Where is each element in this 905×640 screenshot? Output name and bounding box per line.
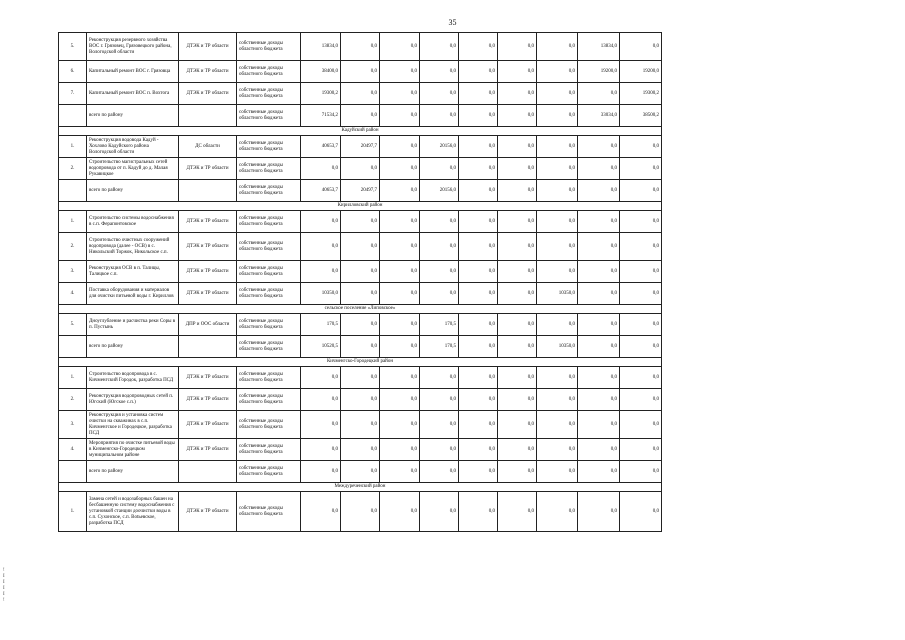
amount-cell: 0,0 (537, 61, 578, 83)
funding-source: собственные доходы областного бюджета (237, 411, 301, 439)
amount-cell: 0,0 (301, 411, 341, 439)
amount-cell: 0,0 (341, 33, 380, 61)
amount-cell: 0,0 (498, 439, 537, 461)
amount-cell: 0,0 (498, 211, 537, 233)
amount-cell: 0,0 (380, 492, 420, 532)
funding-source: собственные доходы областного бюджета (237, 180, 301, 202)
amount-cell: 170,5 (301, 314, 341, 336)
amount-cell: 0,0 (620, 283, 662, 305)
table-row (59, 105, 662, 127)
amount-cell: 0,0 (498, 492, 537, 532)
funding-source: собственные доходы областного бюджета (237, 61, 301, 83)
amount-cell: 10520,5 (301, 336, 341, 358)
amount-cell: 0,0 (620, 492, 662, 532)
amount-cell: 40653,7 (301, 180, 341, 202)
amount-cell: 0,0 (498, 283, 537, 305)
table-row (59, 136, 662, 158)
amount-cell: 0,0 (620, 233, 662, 261)
amount-cell: 0,0 (459, 180, 498, 202)
amount-cell: 0,0 (578, 233, 620, 261)
margin-mark: I (3, 580, 5, 585)
amount-cell: 10350,0 (537, 283, 578, 305)
table-row (59, 411, 662, 439)
amount-cell: 0,0 (620, 367, 662, 389)
funding-source: собственные доходы областного бюджета (237, 261, 301, 283)
amount-cell: 0,0 (578, 180, 620, 202)
amount-cell: 0,0 (620, 411, 662, 439)
amount-cell: 0,0 (301, 439, 341, 461)
row-number: 1. (59, 492, 87, 532)
row-number: 2. (59, 389, 87, 411)
amount-cell: 38500,2 (620, 105, 662, 127)
amount-cell: 0,0 (459, 492, 498, 532)
section-title: Кирилловский район (59, 202, 662, 211)
amount-cell: 10350,0 (301, 283, 341, 305)
amount-cell: 0,0 (498, 158, 537, 180)
amount-cell: 0,0 (341, 492, 380, 532)
row-number: 6. (59, 61, 87, 83)
amount-cell: 0,0 (341, 461, 380, 483)
executor: ДТЭК и ТР области (179, 61, 237, 83)
measure-name: Строительство магистральных сетей водопровода от п. Кадуй до д. Малая Рукавицкое (87, 158, 179, 180)
amount-cell: 71534,2 (301, 105, 341, 127)
section-header-row (59, 358, 662, 367)
measure-name: Капитальный ремонт ВОС п. Вохтога (87, 83, 179, 105)
amount-cell: 0,0 (420, 261, 459, 283)
section-header-row (59, 127, 662, 136)
amount-cell: 0,0 (341, 61, 380, 83)
amount-cell: 0,0 (380, 158, 420, 180)
amount-cell: 0,0 (620, 389, 662, 411)
funding-source: собственные доходы областного бюджета (237, 336, 301, 358)
table-row (59, 492, 662, 532)
amount-cell: 0,0 (420, 439, 459, 461)
amount-cell: 0,0 (301, 461, 341, 483)
section-header-row (59, 483, 662, 492)
amount-cell: 0,0 (459, 336, 498, 358)
amount-cell: 0,0 (537, 83, 578, 105)
amount-cell: 170,5 (420, 314, 459, 336)
amount-cell: 0,0 (498, 83, 537, 105)
executor: ДТЭК и ТР области (179, 492, 237, 532)
amount-cell: 0,0 (537, 439, 578, 461)
amount-cell: 0,0 (380, 314, 420, 336)
amount-cell: 0,0 (459, 411, 498, 439)
amount-cell: 0,0 (341, 83, 380, 105)
amount-cell: 0,0 (459, 61, 498, 83)
amount-cell: 0,0 (420, 61, 459, 83)
executor (179, 336, 237, 358)
amount-cell: 0,0 (380, 411, 420, 439)
executor: ДТЭК и ТР области (179, 283, 237, 305)
amount-cell: 0,0 (420, 389, 459, 411)
amount-cell: 0,0 (578, 336, 620, 358)
amount-cell: 0,0 (380, 136, 420, 158)
amount-cell: 13834,0 (301, 33, 341, 61)
margin-mark: I (3, 574, 5, 579)
amount-cell: 0,0 (578, 461, 620, 483)
amount-cell: 0,0 (498, 336, 537, 358)
amount-cell: 0,0 (380, 180, 420, 202)
amount-cell: 0,0 (301, 492, 341, 532)
amount-cell: 0,0 (537, 211, 578, 233)
row-number: 2. (59, 158, 87, 180)
amount-cell: 0,0 (578, 411, 620, 439)
table-row (59, 389, 662, 411)
amount-cell: 0,0 (380, 461, 420, 483)
measure-name: Строительство водопровода в с. Кичменгский Городок, разработка ПСД (87, 367, 179, 389)
amount-cell: 0,0 (620, 439, 662, 461)
amount-cell: 0,0 (420, 33, 459, 61)
funding-source: собственные доходы областного бюджета (237, 33, 301, 61)
executor: ДТЭК и ТР области (179, 261, 237, 283)
amount-cell: 0,0 (498, 461, 537, 483)
amount-cell: 0,0 (341, 211, 380, 233)
table-row (59, 314, 662, 336)
row-number: 7. (59, 83, 87, 105)
measure-name: Строительство системы водоснабжения в с.п. Ферапонтовское (87, 211, 179, 233)
amount-cell: 19200,0 (620, 61, 662, 83)
table-row (59, 367, 662, 389)
amount-cell: 0,0 (537, 233, 578, 261)
measure-name: Мероприятия по очистке питьевой воды в Кичменгско-Городецком муниципальном районе (87, 439, 179, 461)
margin-mark: ! (3, 598, 5, 603)
amount-cell: 0,0 (341, 261, 380, 283)
amount-cell: 0,0 (498, 136, 537, 158)
amount-cell: 0,0 (498, 61, 537, 83)
page-number: 35 (448, 18, 457, 27)
amount-cell: 0,0 (380, 336, 420, 358)
amount-cell: 0,0 (578, 83, 620, 105)
amount-cell: 0,0 (341, 105, 380, 127)
amount-cell: 0,0 (578, 136, 620, 158)
amount-cell: 0,0 (459, 314, 498, 336)
amount-cell: 0,0 (341, 158, 380, 180)
amount-cell: 20497,7 (341, 180, 380, 202)
amount-cell: 0,0 (301, 233, 341, 261)
amount-cell: 0,0 (498, 33, 537, 61)
executor: ДС области (179, 136, 237, 158)
amount-cell: 0,0 (459, 439, 498, 461)
table-row (59, 61, 662, 83)
amount-cell: 0,0 (380, 367, 420, 389)
amount-cell: 0,0 (341, 389, 380, 411)
amount-cell: 0,0 (620, 261, 662, 283)
amount-cell: 0,0 (459, 367, 498, 389)
row-number (59, 461, 87, 483)
amount-cell: 0,0 (341, 439, 380, 461)
amount-cell: 0,0 (498, 233, 537, 261)
amount-cell: 0,0 (420, 492, 459, 532)
amount-cell: 0,0 (301, 367, 341, 389)
amount-cell: 0,0 (578, 158, 620, 180)
margin-marks (3, 568, 5, 604)
measure-name: всего по району (87, 336, 179, 358)
amount-cell: 0,0 (341, 283, 380, 305)
table-row (59, 180, 662, 202)
amount-cell: 0,0 (459, 105, 498, 127)
amount-cell: 0,0 (620, 211, 662, 233)
amount-cell: 20156,0 (420, 136, 459, 158)
amount-cell: 0,0 (459, 261, 498, 283)
amount-cell: 0,0 (420, 283, 459, 305)
row-number: 1. (59, 367, 87, 389)
measure-name: всего по району (87, 105, 179, 127)
amount-cell: 0,0 (380, 211, 420, 233)
amount-cell: 0,0 (620, 180, 662, 202)
amount-cell: 0,0 (537, 411, 578, 439)
amount-cell: 0,0 (537, 367, 578, 389)
table-row (59, 33, 662, 61)
executor (179, 461, 237, 483)
executor: ДТЭК и ТР области (179, 158, 237, 180)
amount-cell: 0,0 (459, 158, 498, 180)
amount-cell: 0,0 (459, 233, 498, 261)
amount-cell: 0,0 (380, 389, 420, 411)
section-header-row (59, 305, 662, 314)
amount-cell: 0,0 (380, 33, 420, 61)
amount-cell: 19300,2 (620, 83, 662, 105)
row-number: 1. (59, 211, 87, 233)
amount-cell: 0,0 (620, 158, 662, 180)
executor: ДТЭК и ТР области (179, 367, 237, 389)
amount-cell: 0,0 (537, 158, 578, 180)
amount-cell: 0,0 (420, 233, 459, 261)
funding-source: собственные доходы областного бюджета (237, 314, 301, 336)
amount-cell: 0,0 (578, 261, 620, 283)
executor: ДТЭК и ТР области (179, 439, 237, 461)
section-header-row (59, 202, 662, 211)
row-number: 4. (59, 439, 87, 461)
measure-name: Реконструкция ОСВ в п. Талицы, Талицкое с.п. (87, 261, 179, 283)
table-row (59, 336, 662, 358)
funding-source: собственные доходы областного бюджета (237, 492, 301, 532)
funding-source: собственные доходы областного бюджета (237, 158, 301, 180)
table-row (59, 158, 662, 180)
amount-cell: 0,0 (537, 33, 578, 61)
amount-cell: 0,0 (578, 439, 620, 461)
amount-cell: 0,0 (537, 389, 578, 411)
funding-source: собственные доходы областного бюджета (237, 211, 301, 233)
amount-cell: 0,0 (341, 367, 380, 389)
amount-cell: 0,0 (341, 411, 380, 439)
row-number (59, 336, 87, 358)
amount-cell: 0,0 (380, 283, 420, 305)
executor: ДТЭК и ТР области (179, 389, 237, 411)
amount-cell: 0,0 (380, 83, 420, 105)
amount-cell: 0,0 (459, 461, 498, 483)
margin-mark: ! (3, 568, 5, 573)
amount-cell: 0,0 (380, 61, 420, 83)
amount-cell: 0,0 (537, 180, 578, 202)
measure-name: Поставка оборудования и материалов для очистки питьевой воды г. Кириллов (87, 283, 179, 305)
measure-name: Реконструкция водовода Кадуй - Хохлово Кадуйского района Вологодской области (87, 136, 179, 158)
program-table (58, 32, 662, 532)
funding-source: собственные доходы областного бюджета (237, 389, 301, 411)
amount-cell: 0,0 (578, 389, 620, 411)
amount-cell: 0,0 (420, 461, 459, 483)
amount-cell: 0,0 (301, 211, 341, 233)
amount-cell: 170,5 (420, 336, 459, 358)
amount-cell: 0,0 (498, 261, 537, 283)
measure-name: Замена сетей и водозаборных башен на бесбашенную систему водоснабжения с установкой станции доочистки воды в с.п. Сухонское, с.п. Botьевское, разработка ПСД (87, 492, 179, 532)
executor: ДТЭК и ТР области (179, 233, 237, 261)
funding-source: собственные доходы областного бюджета (237, 233, 301, 261)
funding-source: собственные доходы областного бюджета (237, 136, 301, 158)
measure-name: Реконструкция резервного хозяйства ВОС г. Грязовец, Грязовецкого района, Вологодской области (87, 33, 179, 61)
row-number (59, 105, 87, 127)
amount-cell: 0,0 (420, 158, 459, 180)
row-number: 3. (59, 261, 87, 283)
amount-cell: 0,0 (537, 314, 578, 336)
amount-cell: 0,0 (498, 411, 537, 439)
funding-source: собственные доходы областного бюджета (237, 105, 301, 127)
row-number: 5. (59, 314, 87, 336)
amount-cell: 0,0 (537, 461, 578, 483)
executor (179, 180, 237, 202)
measure-name: Реконструкция и установка систем очистки на скважинах в с.п. Кичменгское и Городецкое, разработка ПСД (87, 411, 179, 439)
amount-cell: 0,0 (537, 492, 578, 532)
amount-cell: 0,0 (498, 180, 537, 202)
amount-cell: 0,0 (498, 314, 537, 336)
amount-cell: 0,0 (578, 211, 620, 233)
funding-source: собственные доходы областного бюджета (237, 461, 301, 483)
amount-cell: 0,0 (459, 211, 498, 233)
table-row (59, 211, 662, 233)
amount-cell: 13834,0 (578, 33, 620, 61)
funding-source: собственные доходы областного бюджета (237, 439, 301, 461)
table-row (59, 283, 662, 305)
amount-cell: 0,0 (459, 283, 498, 305)
amount-cell: 0,0 (380, 439, 420, 461)
amount-cell: 0,0 (420, 105, 459, 127)
amount-cell: 0,0 (537, 136, 578, 158)
amount-cell: 0,0 (380, 233, 420, 261)
executor: ДТЭК и ТР области (179, 411, 237, 439)
amount-cell: 0,0 (380, 261, 420, 283)
amount-cell: 0,0 (341, 233, 380, 261)
amount-cell: 0,0 (620, 136, 662, 158)
measure-name: всего по району (87, 461, 179, 483)
amount-cell: 0,0 (301, 261, 341, 283)
margin-mark: I (3, 592, 5, 597)
table-row (59, 233, 662, 261)
row-number: 2. (59, 233, 87, 261)
amount-cell: 0,0 (578, 283, 620, 305)
amount-cell: 40653,7 (301, 136, 341, 158)
amount-cell: 0,0 (341, 314, 380, 336)
amount-cell: 10350,0 (537, 336, 578, 358)
measure-name: Реконструкция водопроводных сетей п. Югский (Югское с.п.) (87, 389, 179, 411)
measure-name: Капитальный ремонт ВОС г. Грязовца (87, 61, 179, 83)
funding-source: собственные доходы областного бюджета (237, 367, 301, 389)
amount-cell: 20156,0 (420, 180, 459, 202)
executor: ДПР и ООС области (179, 314, 237, 336)
table-row (59, 439, 662, 461)
measure-name: всего по району (87, 180, 179, 202)
row-number: 4. (59, 283, 87, 305)
section-title: сельское поселение «Липовское» (59, 305, 662, 314)
amount-cell: 38400,0 (301, 61, 341, 83)
row-number: 3. (59, 411, 87, 439)
amount-cell: 19300,2 (301, 83, 341, 105)
row-number (59, 180, 87, 202)
amount-cell: 19200,0 (578, 61, 620, 83)
amount-cell: 0,0 (498, 389, 537, 411)
section-title: Кичменгско-Городецкий район (59, 358, 662, 367)
amount-cell: 0,0 (498, 105, 537, 127)
executor (179, 105, 237, 127)
amount-cell: 0,0 (620, 461, 662, 483)
amount-cell: 0,0 (498, 367, 537, 389)
amount-cell: 0,0 (301, 389, 341, 411)
section-title: Междуреченский район (59, 483, 662, 492)
amount-cell: 0,0 (380, 105, 420, 127)
amount-cell: 0,0 (420, 211, 459, 233)
amount-cell: 0,0 (537, 105, 578, 127)
amount-cell: 0,0 (620, 314, 662, 336)
table-row (59, 83, 662, 105)
amount-cell: 0,0 (420, 83, 459, 105)
executor: ДТЭК и ТР области (179, 211, 237, 233)
amount-cell: 0,0 (620, 33, 662, 61)
amount-cell: 0,0 (620, 336, 662, 358)
amount-cell: 0,0 (578, 314, 620, 336)
executor: ДТЭК и ТР области (179, 33, 237, 61)
amount-cell: 0,0 (578, 492, 620, 532)
funding-source: собственные доходы областного бюджета (237, 83, 301, 105)
amount-cell: 0,0 (459, 83, 498, 105)
amount-cell: 0,0 (459, 136, 498, 158)
amount-cell: 0,0 (459, 389, 498, 411)
measure-name: Дноуглубление и расчистка реки Соры в п. Пустынь (87, 314, 179, 336)
row-number: 5. (59, 33, 87, 61)
amount-cell: 0,0 (459, 33, 498, 61)
amount-cell: 0,0 (301, 158, 341, 180)
amount-cell: 0,0 (578, 367, 620, 389)
table-row (59, 461, 662, 483)
amount-cell: 0,0 (537, 261, 578, 283)
amount-cell: 0,0 (420, 411, 459, 439)
amount-cell: 33034,0 (578, 105, 620, 127)
amount-cell: 20497,7 (341, 136, 380, 158)
section-title: Кадуйский район (59, 127, 662, 136)
amount-cell: 0,0 (420, 367, 459, 389)
table-row (59, 261, 662, 283)
row-number: 1. (59, 136, 87, 158)
funding-source: собственные доходы областного бюджета (237, 283, 301, 305)
amount-cell: 0,0 (341, 336, 380, 358)
margin-mark: I (3, 586, 5, 591)
measure-name: Строительство очистных сооружений водопровода (далее - ОСВ) в с. Никольский Торжок, Никольское с.п. (87, 233, 179, 261)
executor: ДТЭК и ТР области (179, 83, 237, 105)
